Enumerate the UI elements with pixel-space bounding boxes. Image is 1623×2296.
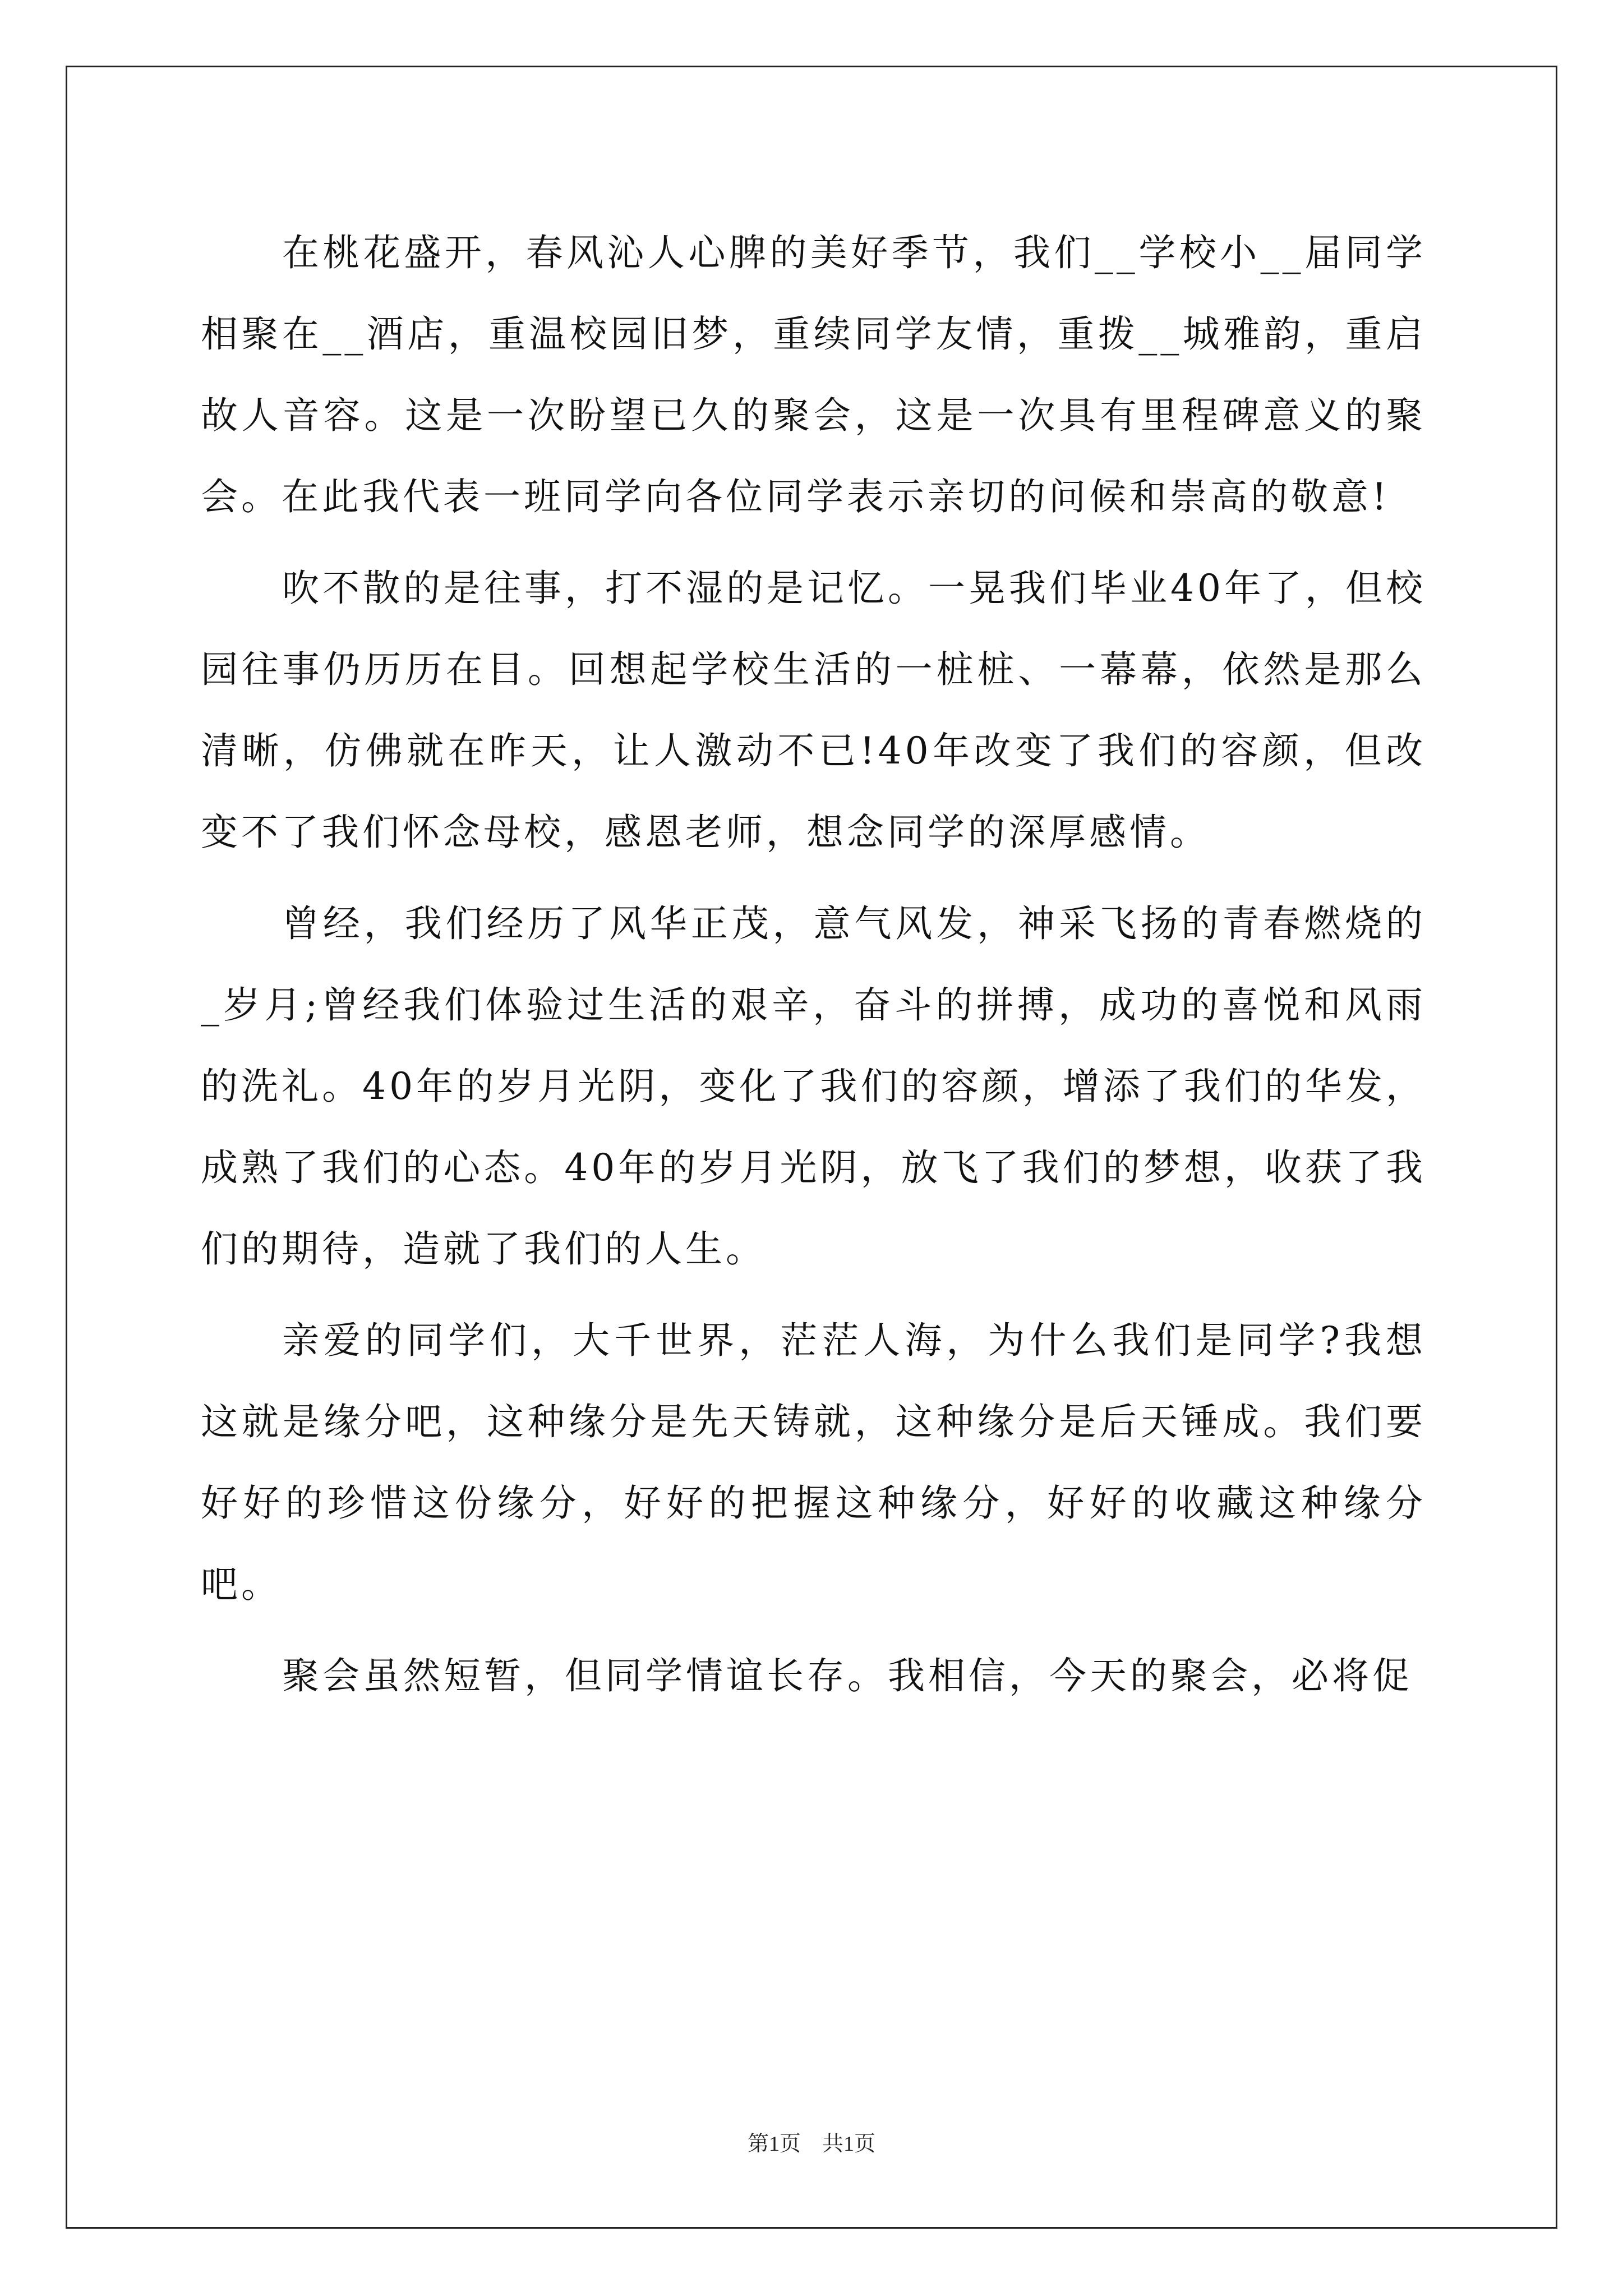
- page-number-footer: 第1页 共1页: [747, 2132, 875, 2156]
- paragraph-3: 曾经，我们经历了风华正茂，意气风发，神采飞扬的青春燃烧的_岁月;曾经我们体验过生活的艰辛，奋斗的拼搏，成功的喜悦和风雨的洗礼。40年的岁月光阴，变化了我们的容颜，增添了我们的华发，成熟了我们的心态。40年的岁月光阴，放飞了我们的梦想，收获了我们的期待，造就了我们的人生。: [201, 902, 1426, 1271]
- paragraph-5: 聚会虽然短暂，但同学情谊长存。我相信，今天的聚会，必将促: [282, 1654, 1413, 1697]
- paragraph-1: 在桃花盛开，春风沁人心脾的美好季节，我们__学校小__届同学相聚在__酒店，重温校园旧梦，重续同学友情，重拨__城雅韵，重启故人音容。这是一次盼望已久的聚会，这是一次具有里程碑意义的聚会。在此我代表一班同学向各位同学表示亲切的问候和崇高的敬意!: [201, 231, 1426, 518]
- paragraph-4: 亲爱的同学们，大千世界，茫茫人海，为什么我们是同学?我想这就是缘分吧，这种缘分是先天铸就，这种缘分是后天锤成。我们要好好的珍惜这份缘分，好好的把握这种缘分，好好的收藏这种缘分吧。: [201, 1319, 1426, 1606]
- paragraph-2: 吹不散的是往事，打不湿的是记忆。一晃我们毕业40年了，但校园往事仍历历在目。回想起学校生活的一桩桩、一幕幕，依然是那么清晰，仿佛就在昨天，让人激动不已!40年改变了我们的容颜，但改变不了我们怀念母校，感恩老师，想念同学的深厚感情。: [201, 567, 1426, 854]
- document-body: [201, 212, 1426, 1727]
